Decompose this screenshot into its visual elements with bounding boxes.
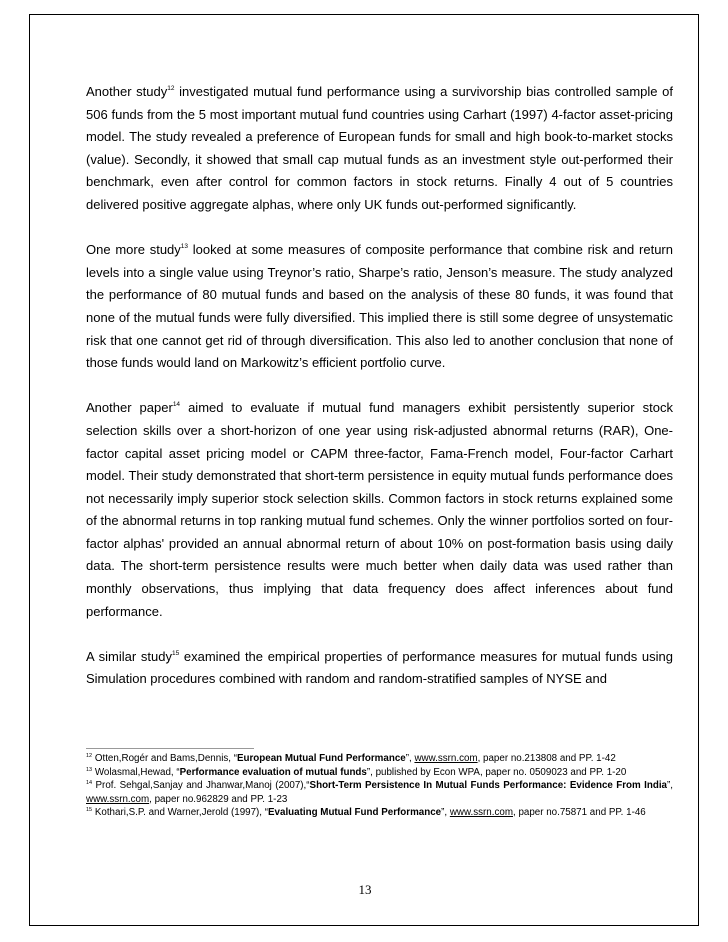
footnote-text: ”, published by Econ WPA, paper no. 0509023 and PP. 1-20 xyxy=(366,766,627,778)
footnote-text: ”, xyxy=(441,807,450,818)
footnote-title: Performance evaluation of mutual funds xyxy=(179,766,367,778)
paragraph-text: A similar study xyxy=(86,648,172,664)
footnote-ref-15: 15 xyxy=(171,649,180,657)
footnote-text: , paper no.962829 and PP. 1-23 xyxy=(149,793,288,805)
body-text xyxy=(86,81,673,691)
footnote-text: Otten,Rogér and Bams,Dennis, “ xyxy=(92,753,237,764)
footnote-title: Evaluating Mutual Fund Performance xyxy=(268,807,442,818)
footnote-number: 12 xyxy=(86,753,93,759)
footnote-text: ”, xyxy=(667,780,673,791)
footnote-number: 14 xyxy=(86,780,93,786)
paragraph-3 xyxy=(86,397,673,623)
document-page xyxy=(29,14,699,926)
paragraph-text: looked at some measures of composite performance that combine risk and return levels into a single value using Treynor’s ratio, Sharpe’s ratio, Jenson’s measure. The study analyzed the performance of 80 mutual funds and based on the analysis of these 80 funds, it was found that none of the mutual funds were fully diversified. This implied there is still some degree of unsystematic risk that one cannot get rid of through diversification. This also led to another conclusion that none of those funds would land on Markowitz’s efficient portfolio curve. xyxy=(86,242,673,371)
footnote-ref-14: 14 xyxy=(172,401,181,409)
footnote-ref-12: 12 xyxy=(167,85,175,92)
footnote-separator xyxy=(86,748,254,749)
footnote-text: , paper no.213808 and PP. 1-42 xyxy=(477,753,616,764)
footnote-12 xyxy=(86,752,673,766)
paragraph-text: Another paper xyxy=(86,400,173,416)
footnote-link[interactable]: www.ssrn.com xyxy=(414,753,478,764)
footnotes xyxy=(86,752,673,820)
footnote-link[interactable]: www.ssrn.com xyxy=(449,807,513,818)
footnote-number: 15 xyxy=(86,807,93,813)
paragraph-1 xyxy=(86,81,673,217)
paragraph-text: examined the empirical properties of performance measures for mutual funds using Simulation procedures combined with random and random-stratified samples of NYSE and xyxy=(86,648,673,687)
paragraph-text: One more study xyxy=(86,242,181,258)
paragraph-text: Another study xyxy=(86,84,168,99)
footnote-13 xyxy=(86,766,673,780)
footnote-text: Prof. Sehgal,Sanjay and Jhanwar,Manoj (2007),“ xyxy=(92,780,310,791)
footnote-14 xyxy=(86,779,673,806)
paragraph-4 xyxy=(86,646,673,691)
footnote-text: Kothari,S.P. and Warner,Jerold (1997), “ xyxy=(92,807,269,818)
footnote-title: Short-Term Persistence In Mutual Funds Performance: Evidence From India xyxy=(309,780,668,791)
paragraph-text: investigated mutual fund performance using a survivorship bias controlled sample of 506 funds from the 5 most important mutual fund countries using Carhart (1997) 4-factor asset-pricing model. The study revealed a preference of European funds for small and high book-to-market stocks (value). Secondly, it showed that small cap mutual funds as an investment style out-performed their benchmark, even after control for common factors in stock returns. Finally 4 out of 5 countries delivered positive aggregate alphas, where only UK funds out-performed significantly. xyxy=(86,84,673,212)
footnote-text: Wolasmal,Hewad, “ xyxy=(92,766,180,778)
paragraph-2 xyxy=(86,239,673,375)
paragraph-text: aimed to evaluate if mutual fund managers exhibit persistently superior stock selection skills over a short-horizon of one year using risk-adjusted abnormal returns (RAR), One-factor capital asset pricing model or CAPM three-factor, Fama-French model, Four-factor Carhart model. Their study demonstrated that short-term persistence in equity mutual funds performance does not necessarily imply superior stock selection skills. Common factors in stock returns explained some of the abnormal returns in top ranking mutual fund schemes. Only the winner portfolios sorted on four-factor alphas' provided an annual abnormal return of about 10% on post-formation basis using daily data. The short-term persistence results were much better when daily data was used rather than monthly observations, thus implying that data frequency does affect inferences about fund performance. xyxy=(86,400,673,619)
footnote-text: , paper no.75871 and PP. 1-46 xyxy=(513,807,646,818)
page-number: 13 xyxy=(358,882,372,897)
footnote-title: European Mutual Fund Performance xyxy=(236,753,406,764)
footnote-number: 13 xyxy=(86,766,93,773)
footnote-ref-13: 13 xyxy=(180,243,189,251)
footnote-link[interactable]: www.ssrn.com xyxy=(86,793,150,805)
footnote-text: ”, xyxy=(405,753,415,764)
footnote-15 xyxy=(86,806,673,820)
